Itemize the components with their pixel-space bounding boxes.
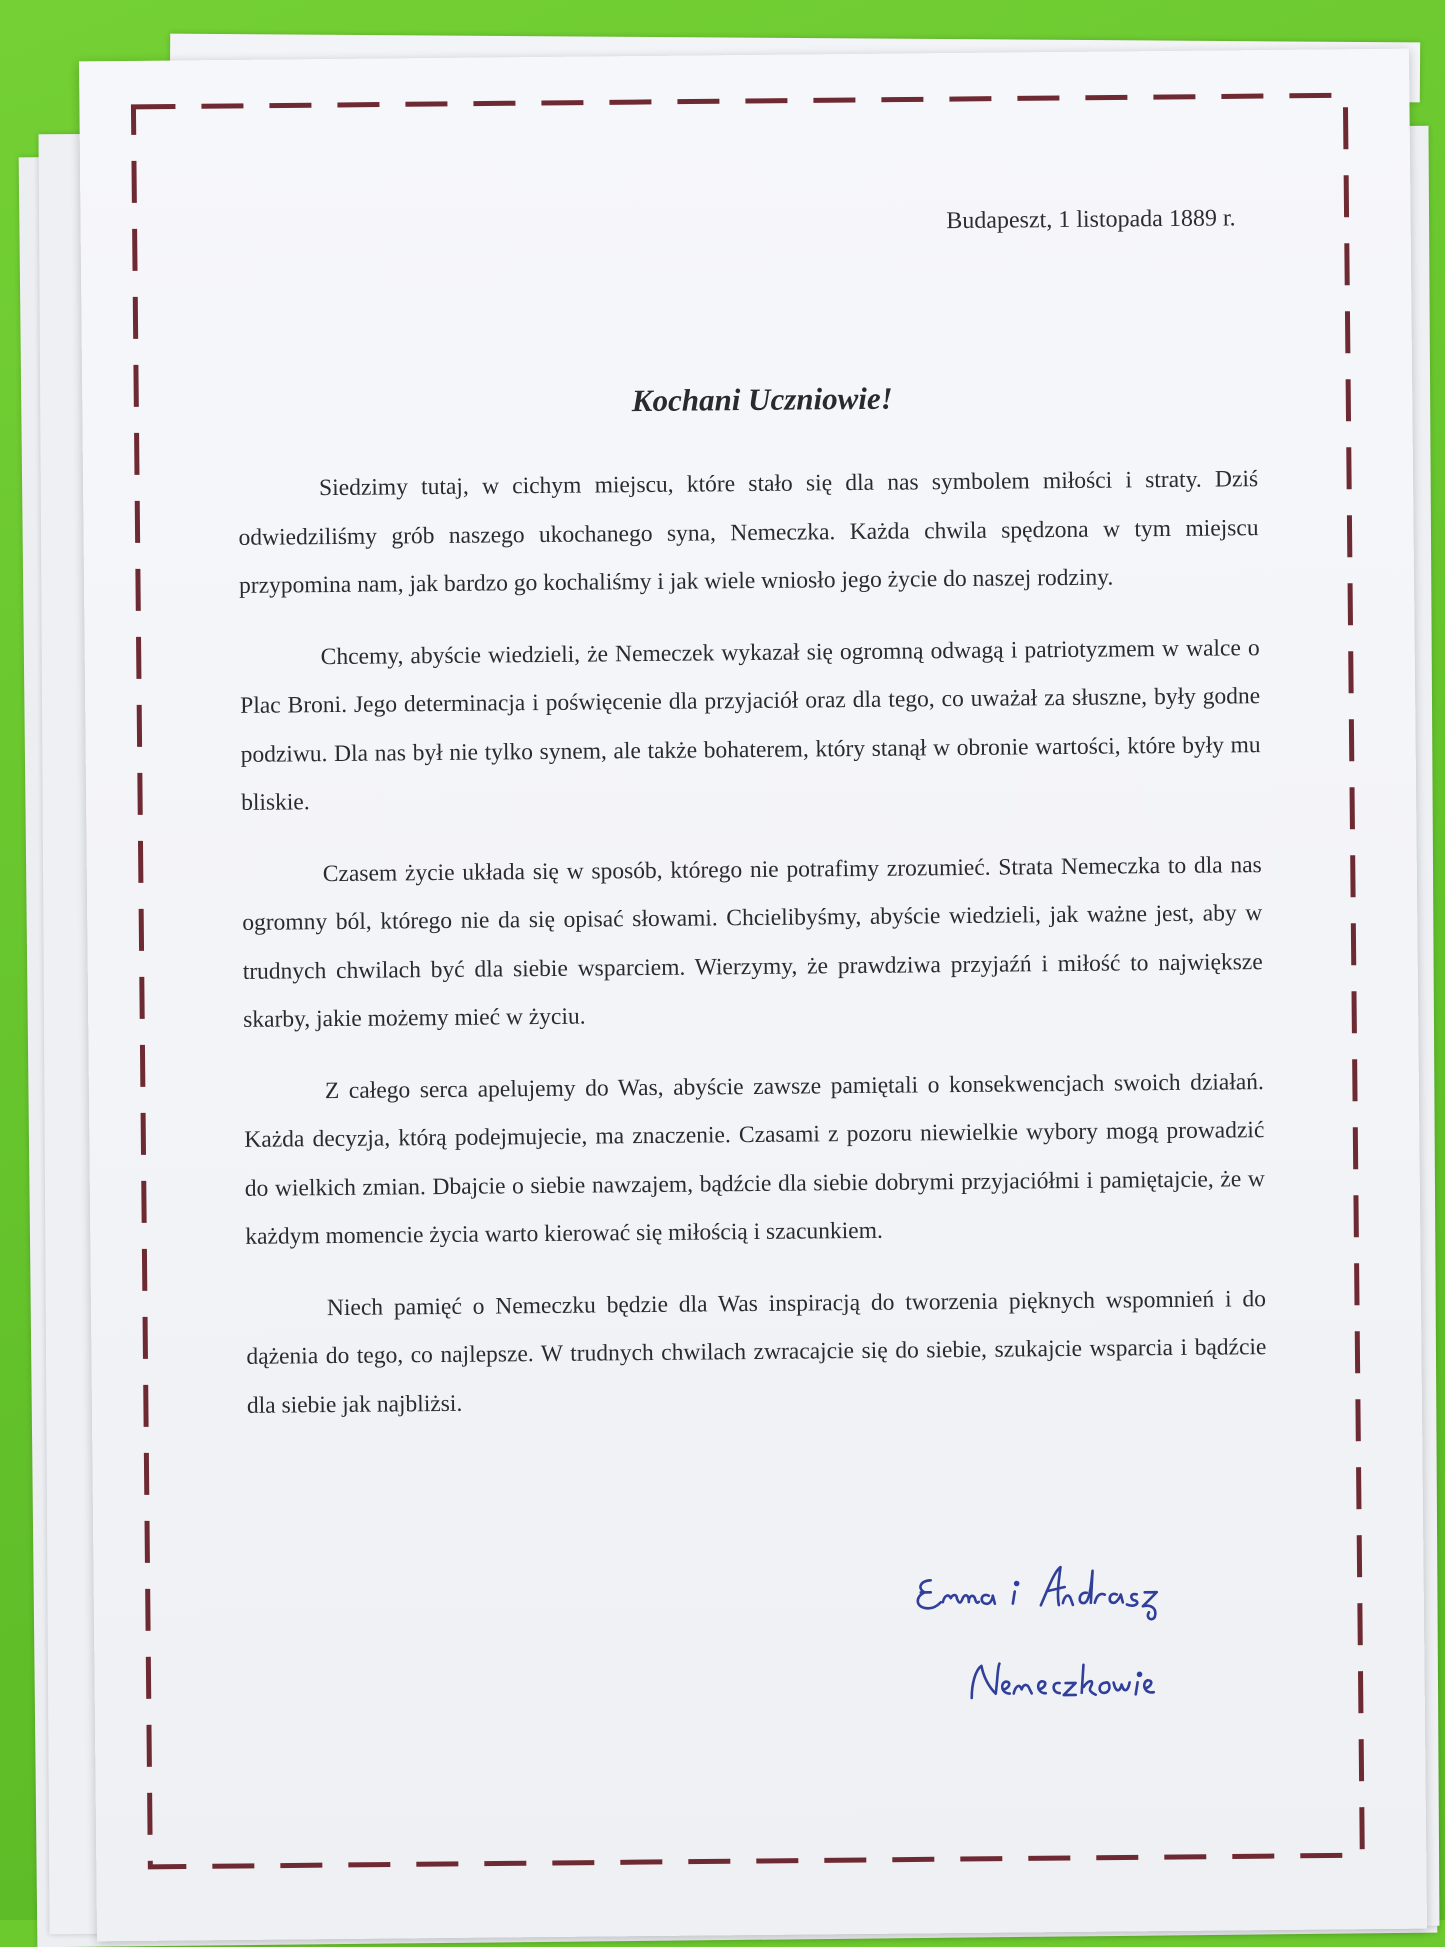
paragraph-4: Z całego serca apelujemy do Was, abyście zawsze pamiętali o konsekwencjach swoich działań. Każda decyzja, którą podejmujecie, ma znaczenie. Czasami z pozoru niewielkie wybory mogą prowadzić do wielkich zmian. Dbajcie o siebie nawzajem, bądźcie dla siebie dobrymi przyjaciółmi i pamiętajcie, że w każdym momencie życia warto kierować się miłością i szacunkiem. [244,1068,1265,1250]
letter-page [79,49,1427,1942]
paragraph-3: Czasem życie układa się w sposób, którego nie potrafimy zrozumieć. Strata Nemeczka to dla nas ogromny ból, którego nie da się opisać słowami. Chcielibyśmy, abyście wiedzieli, jak ważne jest, aby w trudnych chwilach być dla siebie wsparciem. Wierzymy, że prawdziwa przyjaźń i miłość to największe skarby, jakie możemy mieć w życiu. [242,851,1263,1033]
paragraph-5: Niech pamięć o Nemeczku będzie dla Was inspiracją do tworzenia pięknych wspomnień i do dążenia do tego, co najlepsze. W trudnych chwilach zwracajcie się do siebie, szukajcie wsparcia i bądźcie dla siebie jak najbliżsi. [246,1285,1267,1419]
handwritten-signature [908,1555,1230,1738]
paragraph-2: Chcemy, abyście wiedzieli, że Nemeczek wykazał się ogromną odwagą i patriotyzmem w walce o Plac Broni. Jego determinacja i poświęcenie dla przyjaciół oraz dla tego, co uważał za słuszne, były godne podziwu. Dla nas był nie tylko synem, ale także bohaterem, który stanął w obronie wartości, które były mu bliskie. [240,634,1261,816]
letter-body [238,455,1267,1453]
paragraph-1: Siedzimy tutaj, w cichym miejscu, które stało się dla nas symbolem miłości i straty. Dziś odwiedziliśmy grób naszego ukochanego syna, Nemeczka. Każda chwila spędzona w tym miejscu przypomina nam, jak bardzo go kochaliśmy i jak wiele wniosło jego życie do naszej rodziny. [238,466,1259,599]
letter-greeting: Kochani Uczniowie! [631,380,893,419]
place-date: Budapeszt, 1 listopada 1889 r. [946,205,1236,235]
